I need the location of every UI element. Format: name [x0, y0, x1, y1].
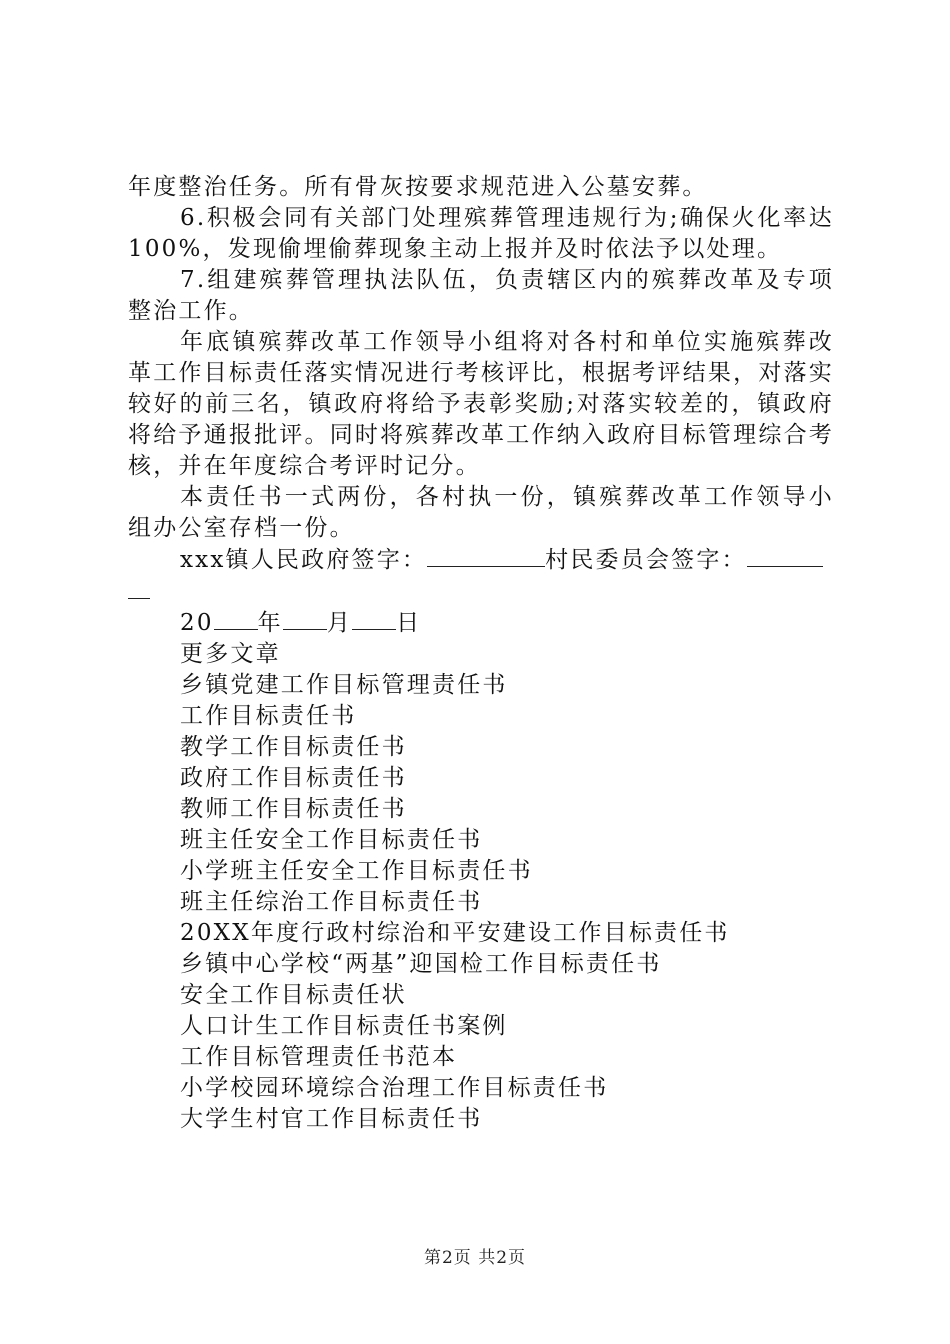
- article-link[interactable]: 班主任安全工作目标责任书: [180, 827, 483, 853]
- article-link[interactable]: 小学校园环境综合治理工作目标责任书: [180, 1075, 609, 1101]
- paragraph-assessment: 年底镇殡葬改革工作领导小组将对各村和单位实施殡葬改革工作目标责任落实情况进行考核评比，根据考评结果，对落实较好的前三名，镇政府将给予表彰奖励;对落实较差的，镇政府将给予通报批评。同时将殡葬改革工作纳入政府目标管理综合考核，并在年度综合考评时记分。: [128, 329, 834, 479]
- article-link[interactable]: 人口计生工作目标责任书案例: [180, 1013, 508, 1039]
- article-link[interactable]: 教学工作目标责任书: [180, 734, 407, 760]
- date-month-label: 月: [326, 610, 353, 636]
- article-link[interactable]: 乡镇中心学校“两基”迎国检工作目标责任书: [180, 951, 662, 977]
- paragraph-continuation: 年度整治任务。所有骨灰按要求规范进入公墓安葬。: [128, 174, 708, 200]
- article-link[interactable]: 工作目标责任书: [180, 703, 357, 729]
- date-line: [128, 607, 834, 639]
- page-footer: 第2页 共2页: [423, 1248, 527, 1268]
- article-link[interactable]: 工作目标管理责任书范本: [180, 1044, 458, 1070]
- article-link[interactable]: 乡镇党建工作目标管理责任书: [180, 672, 508, 698]
- village-signature-blank: [747, 544, 823, 567]
- paragraph-item-7: 7.组建殡葬管理执法队伍，负责辖区内的殡葬改革及专项整治工作。: [128, 267, 834, 324]
- paragraph-item-6: 6.积极会同有关部门处理殡葬管理违规行为;确保火化率达100%，发现偷埋偷葬现象主动上报并及时依法予以处理。: [128, 205, 834, 262]
- signature-line-continuation: [128, 576, 834, 607]
- village-signature-blank-continued: [128, 576, 150, 599]
- article-link[interactable]: 安全工作目标责任状: [180, 982, 407, 1008]
- gov-signature-label: xxx镇人民政府签字：: [180, 547, 428, 573]
- date-day-label: 日: [396, 610, 422, 636]
- more-articles-list: [128, 639, 834, 1135]
- article-link[interactable]: 班主任综治工作目标责任书: [180, 889, 483, 915]
- article-link[interactable]: 小学班主任安全工作目标责任书: [180, 858, 533, 884]
- gov-signature-blank: [427, 544, 545, 567]
- date-month-blank: [283, 607, 327, 630]
- date-year-prefix: 20: [180, 610, 214, 636]
- article-link[interactable]: 大学生村官工作目标责任书: [180, 1106, 483, 1132]
- paragraph-copies: 本责任书一式两份，各村执一份，镇殡葬改革工作领导小组办公室存档一份。: [128, 484, 834, 541]
- article-link[interactable]: 20XX年度行政村综治和平安建设工作目标责任书: [180, 920, 730, 946]
- date-year-label: 年: [257, 610, 283, 636]
- article-link[interactable]: 教师工作目标责任书: [180, 796, 407, 822]
- document-body: [128, 172, 834, 1135]
- village-signature-label: 村民委员会签字：: [545, 547, 747, 573]
- more-articles-heading: 更多文章: [180, 641, 281, 667]
- article-link[interactable]: 政府工作目标责任书: [180, 765, 407, 791]
- date-day-blank: [352, 607, 396, 630]
- signature-line: [128, 544, 834, 576]
- date-year-blank: [214, 607, 258, 630]
